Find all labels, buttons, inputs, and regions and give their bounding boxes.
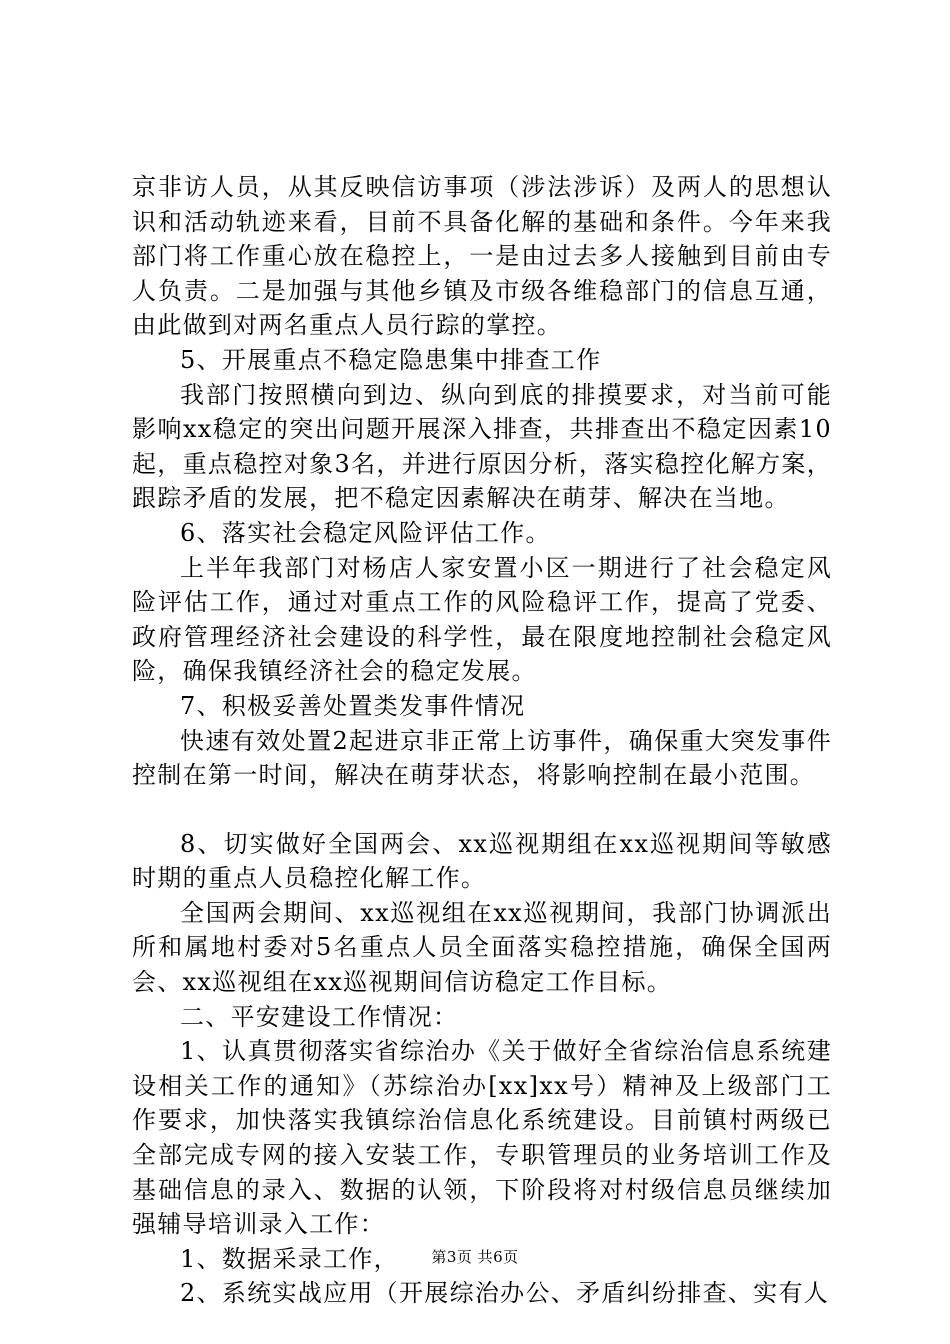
list-item-data-entry: 1、数据采录工作，	[180, 1244, 399, 1273]
page-number-footer: 第3页 共6页	[431, 1248, 519, 1266]
paragraph-item-7: 快速有效处置2起进京非正常上访事件，确保重大突发事件控制在第一时间，解决在萌芽状态，将影响控制在最小范围。	[132, 726, 832, 790]
heading-item-8: 8、切实做好全国两会、xx巡视期组在xx巡视期间等敏感时期的重点人员稳控化解工作。	[132, 829, 832, 893]
paragraph-continuation: 京非访人员，从其反映信访事项（涉法涉诉）及两人的思想认识和活动轨迹来看，目前不具备化解的基础和条件。今年来我部门将工作重心放在稳控上，一是由过去多人接触到目前由专人负责。二是加强与其他乡镇及市级各维稳部门的信息互通，由此做到对两名重点人员行踪的掌控。	[132, 173, 832, 340]
paragraph-gap	[132, 793, 832, 827]
heading-item-5: 5、开展重点不稳定隐患集中排查工作	[180, 345, 602, 374]
paragraph-section-2-item-1: 1、认真贯彻落实省综治办《关于做好全省综治信息系统建设相关工作的通知》（苏综治办[xx]xx号）精神及上级部门工作要求，加快落实我镇综治信息化系统建设。目前镇村两级已全部完成专网的接入安装工作，专职管理员的业务培训工作及基础信息的录入、数据的认领，下阶段将对村级信息员继续加强辅导培训录入工作：	[132, 1037, 832, 1239]
paragraph-item-8: 全国两会期间、xx巡视组在xx巡视期间，我部门协调派出所和属地村委对5名重点人员全面落实稳控措施，确保全国两会、xx巡视组在xx巡视期间信访稳定工作目标。	[132, 898, 832, 997]
section-heading-2: 二、平安建设工作情况：	[180, 1002, 459, 1031]
list-item-system-application: 2、系统实战应用（开展综治办公、矛盾纠纷排查、实有人	[180, 1279, 830, 1308]
paragraph-item-5: 我部门按照横向到边、纵向到底的排摸要求，对当前可能影响xx稳定的突出问题开展深入排查，共排查出不稳定因素10起，重点稳控对象3名，并进行原因分析，落实稳控化解方案，跟踪矛盾的发展，把不稳定因素解决在萌芽、解决在当地。	[132, 380, 832, 513]
paragraph-item-6: 上半年我部门对杨店人家安置小区一期进行了社会稳定风险评估工作，通过对重点工作的风险稳评工作，提高了党委、政府管理经济社会建设的科学性，最在限度地控制社会稳定风险，确保我镇经济社会的稳定发展。	[132, 553, 832, 686]
heading-item-6: 6、落实社会稳定风险评估工作。	[180, 518, 551, 547]
document-body	[132, 170, 832, 1311]
heading-item-7: 7、积极妥善处置类发事件情况	[180, 691, 526, 720]
